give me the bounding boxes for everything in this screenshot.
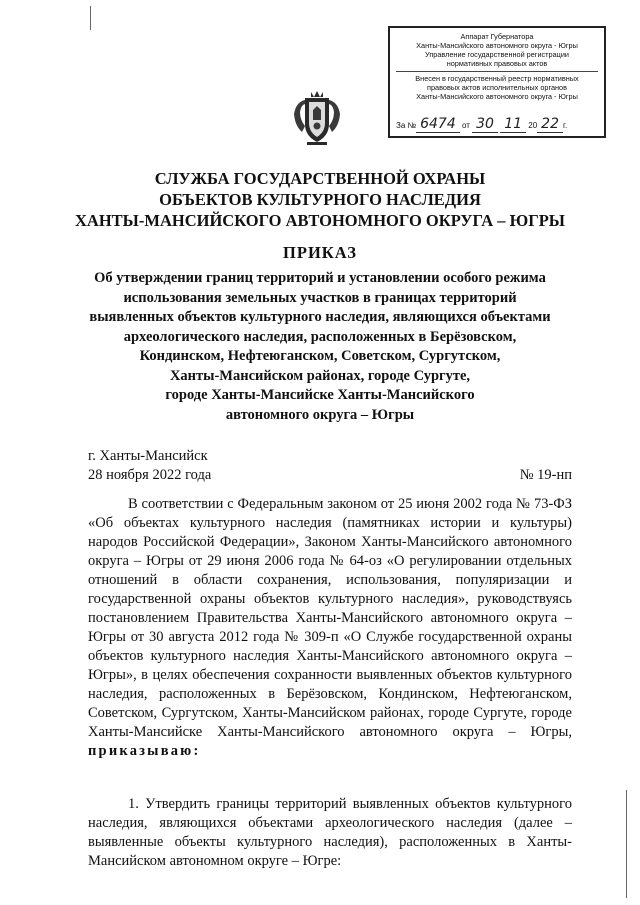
- preamble-paragraph: [88, 495, 572, 761]
- clause-1-paragraph: 1. Утвердить границы территорий выявленных объектов культурного наследия, являющихся объектами археологического наследия (далее – выявленные объекты культурного наследия), расположенных в Ханты-Мансийском автономном округе – Югре:: [88, 796, 572, 869]
- stamp-registration-row: [396, 116, 598, 132]
- scan-artifact-line-right: [626, 790, 627, 898]
- subject-line: выявленных объектов культурного наследия, являющихся объектами: [89, 309, 551, 325]
- document-type: ПРИКАЗ: [283, 243, 357, 262]
- stamp-reg-day: 30: [472, 116, 498, 133]
- stamp-reg-year-suffix: г.: [563, 121, 568, 130]
- stamp-line: Ханты-Мансийского автономного округа - Югры: [416, 92, 578, 101]
- scan-artifact-line-top: [90, 6, 91, 30]
- subject-line: автономного округа – Югры: [225, 406, 415, 423]
- stamp-line: нормативных правовых актов: [446, 59, 548, 68]
- preamble-text: В соответствии с Федеральным законом от 25 июня 2002 года № 73-ФЗ «Об объектах культурного наследия (памятниках истории и культуры) народов Российской Федерации», Законом Ханты-Мансийского автономного округа – Югры от 29 июня 2006 года № 64-оз «О регулировании отдельных отношений в области сохранения, использования, популяризации и государственной охраны объектов культурного наследия», руководствуясь постановлением Правительства Ханты-Мансийского автономного округа – Югры от 30 августа 2012 года № 309-п «О Службе государственной охраны объектов культурного наследия Ханты-Мансийского автономного округа – Югры», в целях обеспечения сохранности выявленных объектов культурного наследия, расположенных в Берёзовском, Кондинском, Нефтеюганском, Советском, Сургутском, Ханты-Мансийском районах, городе Сургуте, городе Ханты-Мансийске Ханты-Мансийского автономного округа – Югры,: [88, 496, 572, 740]
- subject-line: археологического наследия, расположенных в Берёзовском,: [123, 328, 517, 345]
- organization-name: [0, 168, 640, 231]
- stamp-reg-month: 11: [500, 116, 526, 133]
- organization-name-line: СЛУЖБА ГОСУДАРСТВЕННОЙ ОХРАНЫ: [154, 169, 486, 188]
- stamp-reg-from: от: [461, 121, 470, 130]
- stamp-divider: [396, 71, 598, 72]
- stamp-reg-number: 6474: [416, 116, 460, 133]
- subject-line: использования земельных участков в границах территорий: [123, 289, 517, 306]
- organization-name-line: ХАНТЫ-МАНСИЙСКОГО АВТОНОМНОГО ОКРУГА – ЮГРЫ: [75, 211, 565, 230]
- order-number: № 19-нп: [519, 467, 572, 483]
- subject-line: Кондинском, Нефтеюганском, Советском, Сургутском,: [139, 348, 501, 364]
- stamp-line: правовых актов исполнительных органов: [427, 83, 567, 92]
- issue-city: г. Ханты-Мансийск: [88, 448, 208, 464]
- organization-name-line: ОБЪЕКТОВ КУЛЬТУРНОГО НАСЛЕДИЯ: [159, 190, 481, 209]
- registration-stamp: [388, 26, 606, 138]
- stamp-line: Ханты-Мансийского автономного округа - Югры: [416, 41, 578, 50]
- issue-date: 28 ноября 2022 года: [88, 467, 212, 483]
- stamp-reg-year: 22: [537, 116, 563, 133]
- order-subject: [0, 269, 640, 425]
- order-verb: приказываю:: [88, 743, 201, 759]
- subject-line: городе Ханты-Мансийске Ханты-Мансийского: [165, 387, 475, 403]
- coat-of-arms-icon: [292, 88, 342, 148]
- stamp-reg-prefix: За №: [396, 121, 417, 130]
- stamp-reg-year-prefix: 20: [528, 121, 538, 130]
- subject-line: Ханты-Мансийском районах, городе Сургуте,: [169, 367, 471, 384]
- stamp-line: Управление государственной регистрации: [425, 50, 569, 59]
- stamp-line: Аппарат Губернатора: [460, 32, 534, 41]
- stamp-line: Внесен в государственный реестр нормативных: [415, 74, 579, 83]
- subject-line: Об утверждении границ территорий и установлении особого режима: [94, 270, 546, 286]
